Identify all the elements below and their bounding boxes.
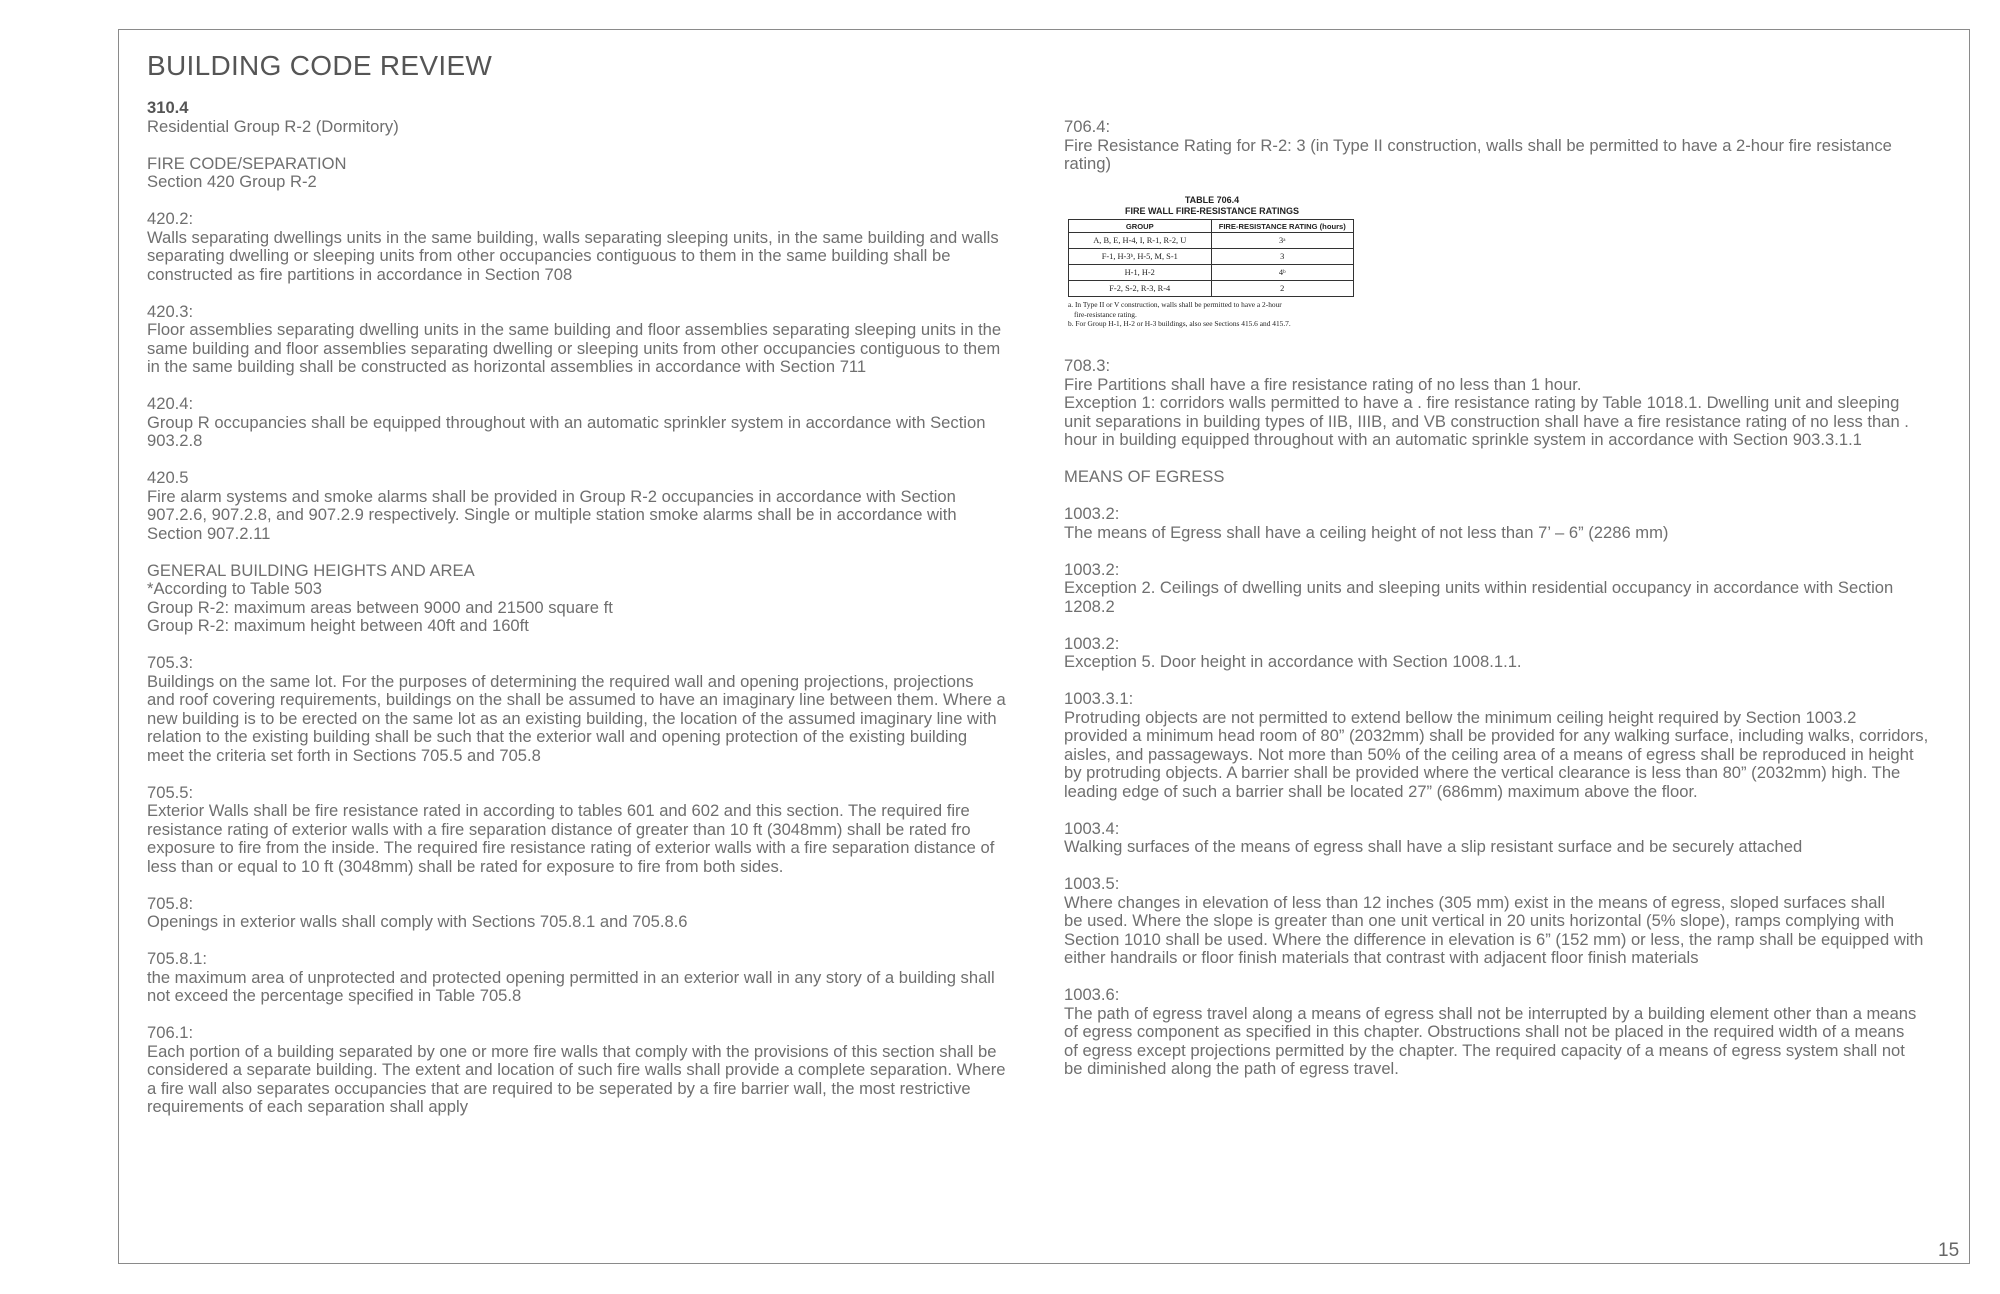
section-text-line: be diminished along the path of egress travel. (1064, 1059, 1399, 1078)
section-heading: 1003.2: (1064, 633, 1120, 653)
section-text-line: Exception 2. Ceilings of dwelling units and sleeping units within residential occupancy in accordance with Section (1064, 578, 1894, 597)
table-cell-rating: 3 (1211, 249, 1354, 265)
section-heading: 705.5: (147, 782, 194, 802)
section-text-line: less than or equal to 10 ft (3048mm) shall be rated for exposure to fire from both sides. (147, 856, 784, 876)
section-text-line: Fire alarm systems and smoke alarms shall be provided in Group R-2 occupancies in accordance with Section (147, 486, 956, 506)
code-section (1064, 357, 1999, 450)
section-text-line: either handrails or floor finish materials that contrast with adjacent floor finish materials (1064, 948, 1699, 967)
section-heading: 705.8.1: (147, 949, 207, 968)
table-cell-group: H-1, H-2 (1069, 265, 1212, 281)
code-section (1064, 875, 1999, 968)
table-notes (1068, 300, 1356, 329)
section-text-line: Where changes in elevation of less than 12 inches (305 mm) exist in the means of egress, sloped surfaces shall (1064, 892, 1885, 912)
section-text-line: same building and floor assemblies separating dwelling or sleeping units from other occupancies contiguous to them (147, 338, 1001, 358)
section-heading: 420.5 (147, 468, 189, 487)
page-number: 15 (1938, 1240, 1960, 1261)
table-cell-group: A, B, E, H-4, I, R-1, R-2, U (1069, 233, 1212, 249)
table-row (1069, 281, 1354, 297)
section-heading: 1003.4: (1064, 818, 1120, 838)
section-text-line: of egress except projections permitted by the chapter. The required capacity of a means of egress system shall not (1064, 1040, 1905, 1060)
table-cell-group: F-2, S-2, R-3, R-4 (1069, 281, 1212, 297)
section-text-line: Group R-2: maximum areas between 9000 and 21500 square ft (147, 597, 613, 617)
section-heading: 420.2: (147, 209, 194, 228)
code-section (1064, 118, 1999, 174)
section-text-line: 1208.2 (1064, 596, 1115, 616)
code-section (1064, 986, 1999, 1079)
code-section (1064, 635, 1999, 672)
code-section (147, 895, 1107, 932)
section-text-line: 903.2.8 (147, 431, 203, 450)
code-section (147, 155, 1107, 192)
section-text-line: Fire Partitions shall have a fire resistance rating of no less than 1 hour. (1064, 374, 1582, 394)
code-section (1064, 505, 1999, 542)
code-section (147, 950, 1107, 1006)
section-text-line: resistance rating of exterior walls with a fire separation distance of greater than 10 ft (3048mm) shall be rated fro (147, 819, 971, 839)
section-text-line: Exception 1: corridors walls permitted to have a . fire resistance rating by Table 1018.1. Dwelling unit and sleeping (1064, 393, 1900, 412)
section-heading: 706.1: (147, 1023, 194, 1042)
table-cell-rating: 4ᵇ (1211, 265, 1354, 281)
section-text-line: *According to Table 503 (147, 579, 322, 598)
section-text-line: Exterior Walls shall be fire resistance rated in according to tables 601 and 602 and this section. The required fire (147, 801, 970, 820)
section-text-line: Section 907.2.11 (147, 523, 271, 543)
table-number: TABLE 706.4 (1184, 195, 1240, 205)
section-text-line: considered a separate building. The extent and location of such fire walls shall provide a complete separation. Where (147, 1060, 1006, 1079)
section-text-line: The path of egress travel along a means of egress shall not be interrupted by a building element other than a means (1064, 1003, 1917, 1023)
code-section (147, 562, 1107, 636)
section-text-line: Openings in exterior walls shall comply with Sections 705.8.1 and 705.8.6 (147, 912, 688, 931)
section-text-line: relation to the existing building shall be such that the exterior wall and opening protection of the existing building (147, 727, 968, 746)
code-section (1064, 561, 1999, 617)
table-cell-rating: 2 (1211, 281, 1354, 297)
section-text-line: in the same building shall be constructed as horizontal assemblies in accordance with Section 711 (147, 357, 867, 376)
section-heading: 310.4 (147, 98, 189, 117)
section-text-line: requirements of each separation shall apply (147, 1097, 469, 1116)
section-heading: 705.3: (147, 653, 194, 672)
section-text-line: Residential Group R-2 (Dormitory) (147, 116, 399, 136)
section-text-line: Group R-2: maximum height between 40ft and 160ft (147, 616, 529, 635)
section-text-line: Walking surfaces of the means of egress shall have a slip resistant surface and be securely attached (1064, 837, 1803, 856)
section-heading: 705.8: (147, 893, 194, 913)
left-column (147, 99, 1107, 1135)
section-text-line: rating) (1064, 154, 1112, 173)
section-heading: 1003.6: (1064, 985, 1120, 1004)
section-text-line: of egress component as specified in this chapter. Obstructions shall not be placed in the required width of a means (1064, 1022, 1905, 1041)
code-section (147, 784, 1107, 877)
section-text-line: Buildings on the same lot. For the purposes of determining the required wall and opening projections, projections (147, 671, 974, 691)
code-section (147, 303, 1107, 377)
section-text-line: a fire wall also separates occupancies that are required to be seperated by a fire barrier wall, the most restrictive (147, 1078, 971, 1098)
code-section (1064, 690, 1999, 801)
section-text-line: new building is to be erected on the same lot as an existing building, the location of the assumed imaginary line with (147, 708, 997, 728)
section-text-line: 907.2.6, 907.2.8, and 907.2.9 respectively. Single or multiple station smoke alarms shall be in accordance with (147, 505, 957, 524)
section-heading: 1003.3.1: (1064, 689, 1134, 708)
section-text-line: Walls separating dwellings units in the same building, walls separating sleeping units, in the same building and walls (147, 227, 999, 247)
code-section (147, 210, 1107, 284)
section-heading: 420.4: (147, 394, 194, 413)
section-heading: FIRE CODE/SEPARATION (147, 153, 347, 173)
code-section (147, 654, 1107, 765)
table-note: a. In Type II or V construction, walls shall be permitted to have a 2-hour (1068, 300, 1282, 309)
table-title: FIRE WALL FIRE-RESISTANCE RATINGS (1124, 206, 1299, 216)
code-section (147, 469, 1107, 543)
table-header-group: GROUP (1069, 220, 1212, 233)
section-text-line: separating dwelling or sleeping units from other occupancies contiguous to them in the same building shall be (147, 246, 951, 265)
table-row (1069, 265, 1354, 281)
section-text-line: Section 1010 shall be used. Where the difference in elevation is 6” (152 mm) or less, the ramp shall be equipped with (1064, 929, 1924, 949)
section-heading: 1003.2: (1064, 504, 1120, 523)
section-text-line: leading edge of such a barrier shall be located 27” (686mm) maximum above the floor. (1064, 781, 1698, 801)
section-text-line: Exception 5. Door height in accordance with Section 1008.1.1. (1064, 652, 1522, 671)
code-section (147, 395, 1107, 451)
fire-wall-rating-table-figure (1068, 195, 1356, 329)
section-heading: 420.3: (147, 301, 194, 321)
section-heading: 1003.5: (1064, 874, 1120, 893)
section-heading: GENERAL BUILDING HEIGHTS AND AREA (147, 560, 475, 580)
right-column (1064, 357, 1999, 1097)
section-text-line: meet the criteria set forth in Sections 705.5 and 705.8 (147, 745, 541, 765)
section-text-line: Group R occupancies shall be equipped throughout with an automatic sprinkler system in accordance with Section (147, 412, 986, 432)
table-header-rating: FIRE-RESISTANCE RATING (hours) (1211, 220, 1354, 233)
section-text-line: by protruding objects. A barrier shall be provided where the vertical clearance is less than 80” (2032mm) high. The (1064, 763, 1901, 782)
section-heading: 706.4: (1064, 117, 1111, 136)
section-text-line: The means of Egress shall have a ceiling height of not less than 7’ – 6” (2286 mm) (1064, 522, 1669, 542)
fire-wall-rating-table (1068, 219, 1354, 297)
section-text-line: Fire Resistance Rating for R-2: 3 (in Type II construction, walls shall be permitted to have a 2-hour fire resistance (1064, 135, 1892, 155)
section-text-line: unit separations in building types of IIB, IIIB, and VB construction shall have a fire resistance rating of no less than . (1064, 411, 1909, 431)
section-text-line: provided a minimum head room of 80” (2032mm) shall be provided for any walking surface, including walks, corridors, (1064, 726, 1929, 745)
section-heading: MEANS OF EGRESS (1064, 467, 1225, 486)
section-text-line: Protruding objects are not permitted to extend bellow the minimum ceiling height required by Section 1003.2 (1064, 707, 1857, 727)
code-section (147, 99, 1107, 136)
table-row (1069, 233, 1354, 249)
page-title: BUILDING CODE REVIEW (147, 50, 493, 81)
table-row (1069, 249, 1354, 265)
section-text-line: Section 420 Group R-2 (147, 172, 317, 191)
section-text-line: Each portion of a building separated by one or more fire walls that comply with the provisions of this section shall be (147, 1041, 997, 1061)
table-cell-rating: 3ᵃ (1211, 233, 1354, 249)
section-text-line: not exceed the percentage specified in Table 705.8 (147, 986, 522, 1005)
right-column-top (1064, 118, 1999, 192)
table-note: b. For Group H-1, H-2 or H-3 buildings, also see Sections 415.6 and 415.7. (1068, 319, 1291, 328)
section-text-line: be used. Where the slope is greater than one unit vertical in 20 units horizontal (5% slope), ramps complying with (1064, 911, 1895, 930)
section-text-line: aisles, and passageways. Not more than 50% of the ceiling area of a means of egress shall be reproduced in height (1064, 744, 1914, 764)
code-section (1064, 468, 1999, 487)
section-text-line: constructed as fire partitions in accordance in Section 708 (147, 264, 573, 284)
section-text-line: exposure to fire from the inside. The required fire resistance rating of exterior walls with a fire separation distance of (147, 838, 995, 857)
section-heading: 1003.2: (1064, 559, 1120, 579)
section-text-line: and roof covering requirements, buildings on the shall be assumed to have an imaginary line between them. Where a (147, 690, 1006, 709)
code-section (1064, 820, 1999, 857)
section-text-line: hour in building equipped throughout with an automatic sprinkle system in accordance with Section 903.3.1.1 (1064, 430, 1862, 449)
section-text-line: the maximum area of unprotected and protected opening permitted in an exterior wall in any story of a building shall (147, 967, 995, 987)
table-note: fire-resistance rating. (1074, 309, 1137, 319)
table-cell-group: F-1, H-3ᵇ, H-5, M, S-1 (1069, 249, 1212, 265)
section-heading: 708.3: (1064, 356, 1111, 375)
code-section (147, 1024, 1107, 1117)
section-text-line: Floor assemblies separating dwelling units in the same building and floor assemblies separating sleeping units in the (147, 320, 1002, 339)
